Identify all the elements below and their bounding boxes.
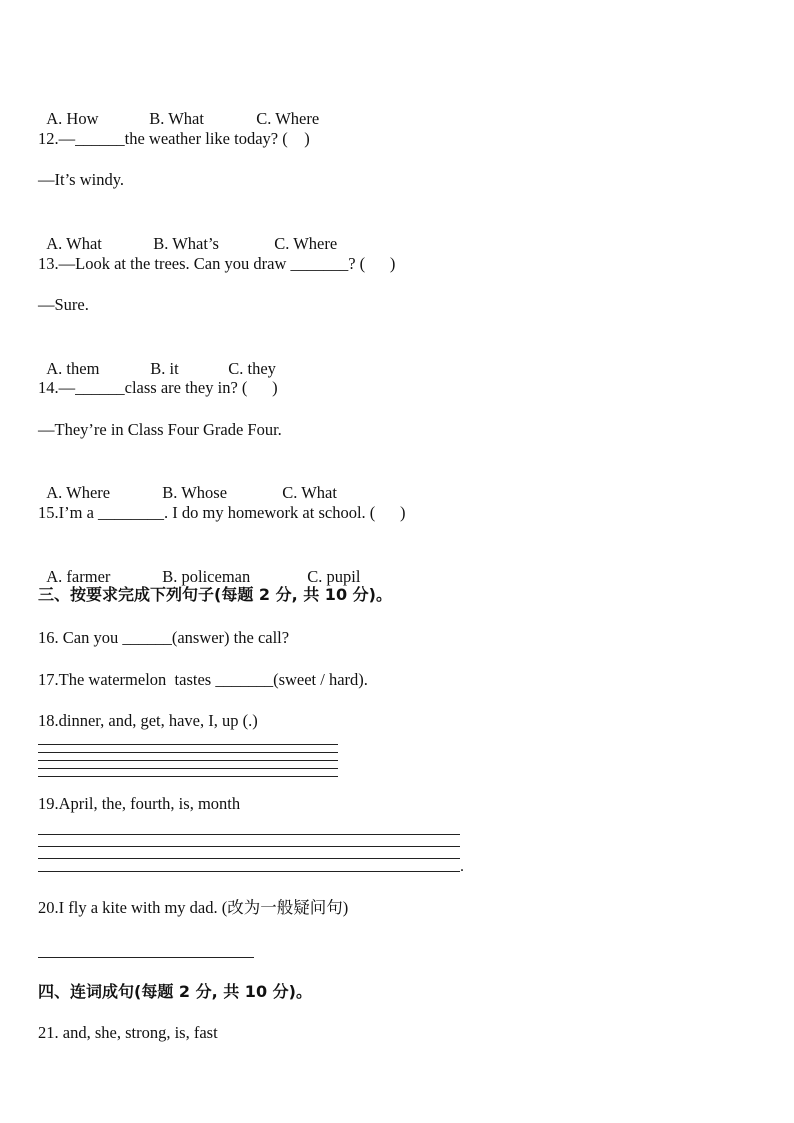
q15-stem: 15.I’m a ________. I do my homework at school. ( ) (38, 503, 406, 522)
q11-option-b: B. What (149, 109, 204, 128)
q18-writing-line[interactable] (38, 776, 338, 777)
q15-option-c: C. pupil (307, 567, 361, 586)
q19: 19.April, the, fourth, is, month (38, 794, 241, 813)
q12-option-b: B. What’s (153, 234, 219, 253)
q18-writing-line[interactable] (38, 752, 338, 753)
q17: 17.The watermelon tastes _______(sweet / hard). (38, 670, 368, 689)
q19-writing-line[interactable] (38, 834, 460, 835)
q20: 20.I fly a kite with my dad. (改为一般疑问句) (38, 898, 349, 917)
q16: 16. Can you ______(answer) the call? (38, 628, 290, 647)
section-4-heading: 四、连词成句(每题 2 分, 共 10 分)。 (38, 982, 312, 1001)
section-3-heading: 三、按要求完成下列句子(每题 2 分, 共 10 分)。 (38, 585, 392, 604)
q12-option-a: A. What (46, 234, 102, 253)
q13-options (38, 336, 276, 380)
q18: 18.dinner, and, get, have, I, up (.) (38, 711, 258, 730)
q11-option-a: A. How (46, 109, 99, 128)
q13-option-a: A. them (46, 359, 100, 378)
q19-writing-line[interactable] (38, 858, 460, 859)
q13-stem: 13.—Look at the trees. Can you draw _______? ( ) (38, 254, 396, 273)
q21: 21. and, she, strong, is, fast (38, 1023, 218, 1042)
q14-options (38, 460, 337, 504)
q14-option-a: A. Where (46, 483, 111, 502)
q15-option-b: B. policeman (162, 567, 251, 586)
q18-writing-line[interactable] (38, 744, 338, 745)
q14-stem: 14.—______class are they in? ( ) (38, 378, 278, 397)
q14-option-b: B. Whose (162, 483, 228, 502)
q15-options (38, 544, 360, 588)
q12-answer-line: —It’s windy. (38, 170, 125, 189)
q15-option-a: A. farmer (46, 567, 111, 586)
q12-stem: 12.—______the weather like today? ( ) (38, 129, 310, 148)
q19-writing-line[interactable] (38, 871, 460, 872)
q12-option-c: C. Where (274, 234, 338, 253)
q13-answer-line: —Sure. (38, 295, 89, 314)
q19-period: . (460, 858, 464, 875)
q11-option-c: C. Where (256, 109, 320, 128)
q11-options (38, 86, 319, 130)
q18-writing-line[interactable] (38, 760, 338, 761)
q13-option-b: B. it (150, 359, 179, 378)
q14-answer-line: —They’re in Class Four Grade Four. (38, 420, 282, 439)
q13-option-c: C. they (228, 359, 276, 378)
q20-answer-line[interactable] (38, 957, 254, 958)
q14-option-c: C. What (282, 483, 337, 502)
q19-writing-line[interactable] (38, 846, 460, 847)
q12-options (38, 211, 337, 255)
q18-writing-line[interactable] (38, 768, 338, 769)
